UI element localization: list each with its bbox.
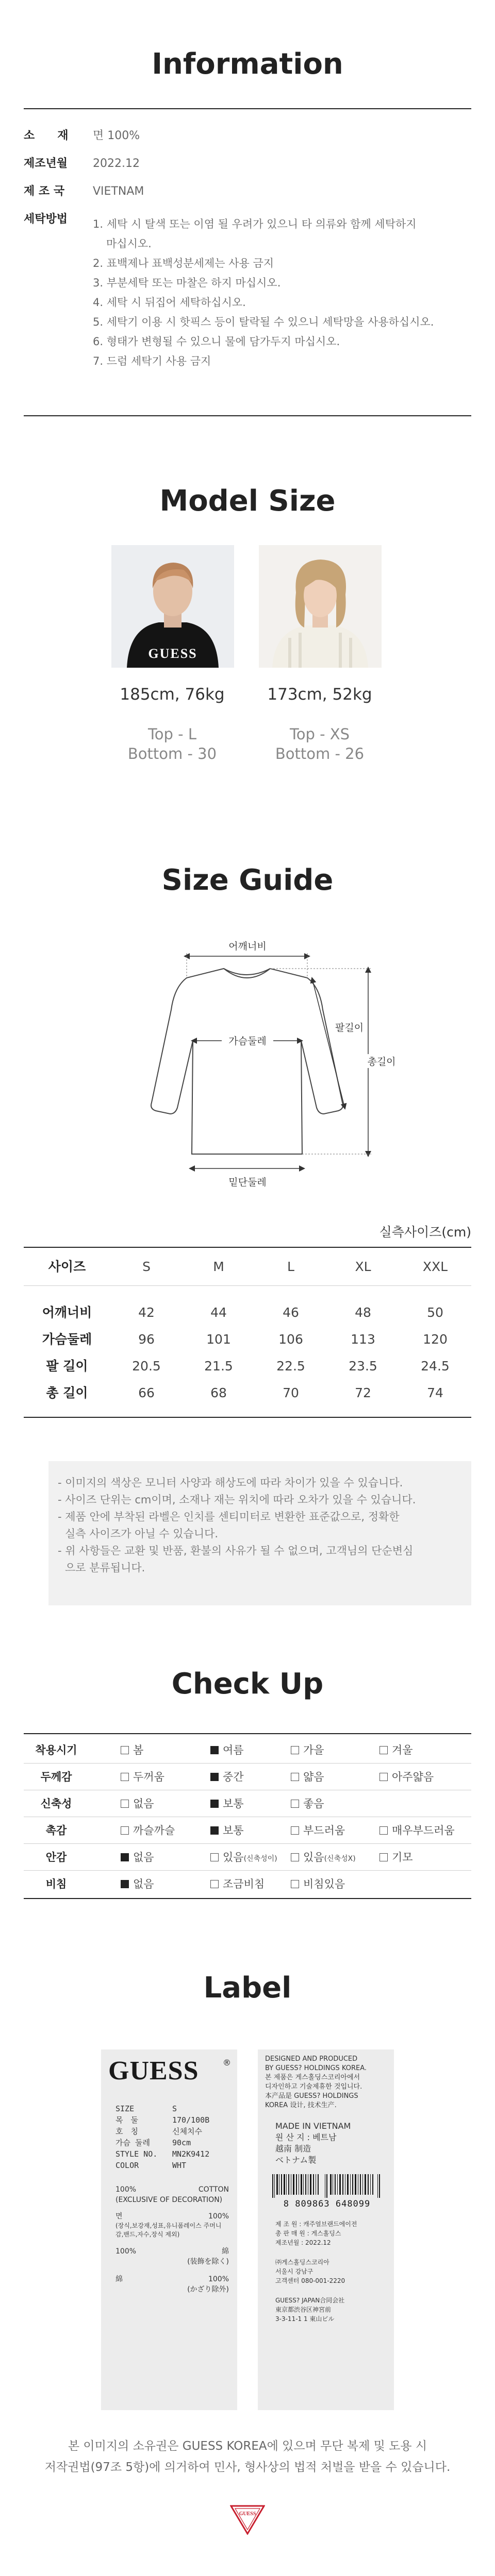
table-row [24, 1380, 471, 1406]
checkup-option-label: 기모 [392, 1851, 413, 1863]
label-text-line: BY GUESS? HOLDINGS KOREA. [265, 2064, 367, 2072]
check-up-bottom-rule [24, 1898, 471, 1899]
checkup-option-label: 매우부드러움 [392, 1824, 455, 1837]
model-bottom-male: Bottom - 30 [127, 745, 217, 762]
label-field-name: 목 둘 [116, 2115, 138, 2125]
checkup-option-label: 보통 [223, 1824, 244, 1837]
checkbox-icon [380, 1853, 388, 1861]
size-note-line: - 제품 안에 부착된 라벨은 인치를 센티미터로 변환한 표준값으로, 정확한 [58, 1511, 400, 1523]
size-cell: 113 [351, 1332, 375, 1347]
info-key: 제조년월 [24, 157, 68, 170]
model-top-male: Top - L [148, 725, 196, 743]
table-row [24, 1326, 471, 1353]
size-cell: 42 [138, 1305, 155, 1320]
label-japan-block [275, 2296, 389, 2324]
checkup-option [380, 1818, 455, 1843]
label-material-percent: 100% [208, 2275, 229, 2283]
check-up-title: Check Up [171, 1667, 324, 1701]
checkup-option [380, 1764, 434, 1790]
size-cell: 74 [427, 1385, 443, 1400]
size-cell: 48 [355, 1305, 371, 1320]
checkup-option-note: (신축성X) [324, 1855, 356, 1863]
checkbox-icon [291, 1746, 299, 1754]
label-material-note: (장식,보강재,성표,유니폼레이스 주머니감,밴드,자수,장식 제외) [116, 2222, 222, 2238]
label-material-name: 면 [116, 2212, 123, 2221]
checkbox-checked-icon [210, 1746, 219, 1754]
checkbox-icon [210, 1880, 219, 1888]
checkup-option-label: 좋음 [303, 1798, 324, 1810]
care-line: 1. 세탁 시 탈색 또는 이염 될 우려가 있으니 타 의류와 함께 세탁하지 [93, 218, 417, 230]
copyright-line-2: 저작권법(97조 5항)에 의거하여 민사, 형사상의 법적 처벌을 받을 수 있습니다. [44, 2461, 451, 2474]
checkup-option [291, 1844, 356, 1870]
diagram-label-chest: 가슴둘레 [222, 1033, 273, 1047]
label-material-name: 綿 [116, 2275, 123, 2283]
model-bottom-female: Bottom - 26 [275, 745, 365, 762]
size-header-cell: M [213, 1259, 224, 1274]
checkup-option [380, 1844, 413, 1870]
label-field-name: STYLE NO. [116, 2149, 158, 2159]
information-top-rule [24, 108, 471, 109]
label-field-name: 호 칭 [116, 2127, 138, 2136]
label-brand-logo: GUESS [108, 2056, 199, 2086]
size-header-cell: XXL [422, 1259, 448, 1274]
size-table-header [24, 1247, 471, 1286]
label-material-note: (装飾を除く) [187, 2258, 229, 2266]
checkup-row-lining [24, 1844, 471, 1870]
size-cell: 96 [138, 1332, 155, 1347]
label-field-name: COLOR [116, 2161, 139, 2170]
checkup-option [210, 1764, 244, 1790]
label-design-block [265, 2055, 389, 2110]
size-row-key: 총 길이 [46, 1385, 88, 1400]
model-photo-female [259, 545, 382, 668]
care-line: 마십시오. [106, 238, 152, 250]
checkup-key: 촉감 [45, 1824, 67, 1837]
care-line: 7. 드럼 세탁기 사용 금지 [93, 355, 211, 367]
checkup-option-label: 여름 [223, 1744, 244, 1756]
label-field-name: 가슴 둘레 [116, 2138, 150, 2147]
checkup-key: 신축성 [40, 1798, 72, 1810]
size-note-line: - 사이즈 단위는 cm이며, 소재나 재는 위치에 따라 오차가 있을 수 있습니다. [58, 1494, 416, 1506]
size-note-line: 실측 사이즈가 아닐 수 있습니다. [65, 1528, 219, 1540]
checkbox-checked-icon [210, 1773, 219, 1781]
checkup-option [121, 1737, 143, 1763]
label-field-value: S [172, 2104, 177, 2113]
info-value: 2022.12 [93, 157, 140, 170]
label-text-line: 本产品是 GUESS? HOLDINGS [265, 2092, 358, 2100]
checkup-option-label: 가을 [303, 1744, 324, 1756]
label-origin-line: ベトナム製 [275, 2155, 317, 2165]
info-key: 소 재 [24, 129, 69, 142]
checkup-option-label: 있음 [223, 1851, 244, 1863]
checkup-row-texture [24, 1818, 471, 1843]
size-note-line: - 이미지의 색상은 모니터 사양과 해상도에 따라 차이가 있을 수 있습니다. [58, 1477, 403, 1489]
checkup-option [210, 1791, 244, 1817]
checkbox-icon [380, 1746, 388, 1754]
care-line: 4. 세탁 시 뒤집어 세탁하십시오. [93, 296, 246, 309]
size-header-cell: 사이즈 [48, 1259, 86, 1274]
label-field-name: SIZE [116, 2104, 135, 2113]
care-line: 6. 형태가 변형될 수 있으니 물에 담가두지 마십시오. [93, 335, 340, 348]
checkup-option [121, 1818, 175, 1843]
table-row [24, 1353, 471, 1380]
size-header-cell: S [142, 1259, 151, 1274]
label-material-name: 綿 [222, 2247, 229, 2256]
checkbox-checked-icon [121, 1853, 129, 1861]
checkup-option [121, 1871, 154, 1897]
checkbox-checked-icon [210, 1826, 219, 1835]
checkup-option [291, 1737, 324, 1763]
care-instructions [93, 214, 474, 371]
checkup-key: 착용시기 [35, 1744, 77, 1756]
size-cell: 50 [427, 1305, 443, 1320]
label-field-value: 90cm [172, 2138, 191, 2147]
info-key: 제 조 국 [24, 185, 65, 198]
checkup-option-label: 없음 [133, 1851, 154, 1863]
checkup-row-stretch [24, 1791, 471, 1817]
checkup-row-sheer [24, 1871, 471, 1897]
checkup-option-label: 얇음 [303, 1771, 324, 1783]
label-text-line: DESIGNED AND PRODUCED [265, 2055, 358, 2063]
size-guide-title: Size Guide [161, 863, 334, 897]
checkup-option-label: 두꺼움 [133, 1771, 164, 1783]
size-header-cell: L [287, 1259, 294, 1274]
checkup-option [210, 1737, 244, 1763]
label-size-block [116, 2103, 229, 2171]
size-unit-label: 실측사이즈(cm) [379, 1225, 471, 1240]
check-up-top-rule [24, 1733, 471, 1734]
size-diagram [0, 938, 495, 1206]
checkbox-icon [380, 1773, 388, 1781]
label-material-note: (かざり除外) [187, 2285, 229, 2294]
diagram-label-hem: 밑단둘레 [228, 1177, 267, 1188]
checkup-option [121, 1844, 154, 1870]
label-origin-block [275, 2121, 378, 2166]
footer-logo-text: GUESS [239, 2511, 256, 2517]
checkup-option [291, 1791, 324, 1817]
size-note-line: 으로 분류됩니다. [65, 1562, 145, 1574]
label-material-percent: 100% [116, 2185, 137, 2194]
checkup-option-label: 중간 [223, 1771, 244, 1783]
size-cell: 68 [210, 1385, 227, 1400]
size-cell: 20.5 [132, 1359, 161, 1374]
barcode-number: 8 809863 648099 [283, 2199, 371, 2209]
copyright-line-1: 본 이미지의 소유권은 GUESS KOREA에 있으며 무단 복제 및 도용 시 [68, 2439, 427, 2453]
checkup-option-label: 부드러움 [303, 1824, 345, 1837]
care-label-right [258, 2049, 394, 2410]
checkup-option-label: 까슬까슬 [133, 1824, 175, 1837]
size-note-line: - 위 사항들은 교환 및 반품, 환불의 사유가 될 수 없으며, 고객님의 단순변심 [58, 1545, 414, 1557]
size-table-bottom-rule [24, 1417, 471, 1418]
label-origin-line: MADE IN VIETNAM [275, 2121, 351, 2131]
checkup-option-label: 겨울 [392, 1744, 413, 1756]
label-material-note: (EXCLUSIVE OF DECORATION) [116, 2196, 223, 2204]
checkbox-icon [291, 1800, 299, 1808]
care-line: 2. 표백제나 표백성분세제는 사용 금지 [93, 257, 274, 269]
label-info-line: 총 판 매 원 : 게스홀딩스 [275, 2230, 341, 2237]
checkbox-icon [121, 1773, 129, 1781]
checkup-option-label: 없음 [133, 1878, 154, 1890]
label-field-value: WHT [172, 2161, 187, 2170]
size-cell: 66 [138, 1385, 155, 1400]
size-cell: 44 [210, 1305, 227, 1320]
label-material-name: COTTON [198, 2185, 229, 2194]
size-cell: 120 [423, 1332, 448, 1347]
size-row-key: 팔 길이 [46, 1359, 88, 1374]
checkbox-icon [291, 1853, 299, 1861]
label-info-line: 제 조 원 : 캐주얼브랜드에이전 [275, 2221, 357, 2228]
information-title: Information [152, 47, 343, 81]
information-bottom-rule [24, 415, 471, 416]
label-company-line: ㈜게스홀딩스코리아 [275, 2259, 329, 2266]
checkup-divider [24, 1870, 471, 1871]
size-cell: 72 [355, 1385, 371, 1400]
checkup-row-season [24, 1737, 471, 1763]
size-notes-box [48, 1461, 471, 1605]
checkbox-icon [291, 1826, 299, 1835]
label-japan-line: GUESS? JAPAN合同会社 [275, 2297, 345, 2304]
care-line: 5. 세탁기 이용 시 핫픽스 등이 탈락될 수 있으니 세탁망을 사용하십시오. [93, 316, 434, 328]
diagram-label-length: 총길이 [362, 1054, 401, 1068]
model-stats-male: 185cm, 76kg [120, 685, 225, 704]
checkup-option-label: 없음 [133, 1798, 154, 1810]
checkup-option [291, 1818, 345, 1843]
label-material-percent: 100% [208, 2212, 229, 2221]
size-header-cell: XL [355, 1259, 371, 1274]
size-cell: 106 [278, 1332, 303, 1347]
checkbox-icon [210, 1853, 219, 1861]
checkbox-checked-icon [210, 1800, 219, 1808]
checkup-option [121, 1764, 164, 1790]
model-top-female: Top - XS [289, 725, 350, 743]
checkup-option [210, 1844, 277, 1870]
label-japan-line: 3-3-11-1 1 東山ビル [275, 2315, 335, 2323]
label-material-block [116, 2184, 229, 2295]
label-company-line: 서울시 강남구 [275, 2268, 314, 2275]
checkup-option-label: 조금비침 [223, 1878, 265, 1890]
size-cell: 46 [283, 1305, 299, 1320]
label-info-block [275, 2219, 389, 2247]
info-value: VIETNAM [93, 185, 144, 198]
info-key: 세탁방법 [24, 213, 68, 226]
size-cell: 70 [283, 1385, 299, 1400]
size-cell: 101 [206, 1332, 231, 1347]
label-company-block [275, 2258, 389, 2285]
checkup-option [121, 1791, 154, 1817]
label-field-value: 신체치수 [172, 2127, 202, 2136]
checkbox-checked-icon [121, 1880, 129, 1888]
checkup-key: 안감 [45, 1851, 67, 1863]
size-cell: 23.5 [349, 1359, 377, 1374]
label-text-line: KOREA 设计, 技术生产. [265, 2102, 337, 2109]
label-registered-mark: ® [223, 2058, 231, 2067]
barcode-image [270, 2173, 384, 2199]
checkup-option [380, 1737, 413, 1763]
diagram-label-shoulder: 어깨너비 [227, 939, 268, 953]
checkbox-icon [121, 1746, 129, 1754]
checkbox-icon [380, 1826, 388, 1835]
diagram-label-sleeve: 팔길이 [335, 1022, 364, 1033]
label-japan-line: 東京都渋谷区神宮前 [275, 2306, 332, 2313]
checkup-option-label: 비침있음 [303, 1878, 345, 1890]
model-shirt-text: GUESS [148, 646, 197, 661]
checkbox-icon [291, 1880, 299, 1888]
label-origin-line: 越南 制造 [275, 2144, 311, 2154]
checkup-option-label: 봄 [133, 1744, 144, 1756]
label-origin-line: 원 산 지 : 베트남 [275, 2132, 337, 2142]
checkbox-icon [121, 1800, 129, 1808]
label-field-value: 170/100B [172, 2115, 210, 2125]
size-cell: 22.5 [276, 1359, 305, 1374]
model-stats-female: 173cm, 52kg [267, 685, 372, 704]
checkup-option [210, 1871, 265, 1897]
checkup-option [210, 1818, 244, 1843]
size-cell: 24.5 [421, 1359, 450, 1374]
checkup-divider [24, 1843, 471, 1844]
checkup-option [291, 1764, 324, 1790]
checkup-row-thickness [24, 1764, 471, 1790]
guess-triangle-logo [230, 2504, 265, 2535]
table-row [24, 1299, 471, 1326]
checkup-key: 두께감 [40, 1771, 72, 1783]
info-value: 면 100% [93, 129, 140, 142]
checkup-key: 비침 [45, 1878, 67, 1890]
label-text-line: 디자인하고 기술제휴한 것입니다. [265, 2083, 362, 2091]
label-field-value: MN2K9412 [172, 2149, 210, 2159]
label-title: Label [203, 1971, 292, 2005]
care-line: 3. 부분세탁 또는 마찰은 하지 마십시오. [93, 277, 281, 289]
label-company-line: 고객센터 080-001-2220 [275, 2277, 345, 2284]
model-photo-male [111, 545, 234, 668]
label-info-line: 제조년월 : 2022.12 [275, 2239, 331, 2246]
care-label-left [101, 2049, 237, 2410]
checkup-divider [24, 1763, 471, 1764]
checkup-option-label: 아주얇음 [392, 1771, 434, 1783]
checkbox-icon [121, 1826, 129, 1835]
checkup-option-label: 있음 [303, 1851, 324, 1863]
model-size-title: Model Size [159, 484, 336, 518]
label-material-percent: 100% [116, 2247, 137, 2256]
checkbox-icon [291, 1773, 299, 1781]
checkup-option-label: 보통 [223, 1798, 244, 1810]
size-row-key: 가슴둘레 [42, 1332, 92, 1347]
size-cell: 21.5 [204, 1359, 233, 1374]
checkup-option [291, 1871, 345, 1897]
label-text-line: 본 제품은 게스홀딩스코리아에서 [265, 2074, 360, 2081]
checkup-option-note: (신축성이) [243, 1855, 277, 1863]
size-row-key: 어깨너비 [42, 1305, 92, 1320]
